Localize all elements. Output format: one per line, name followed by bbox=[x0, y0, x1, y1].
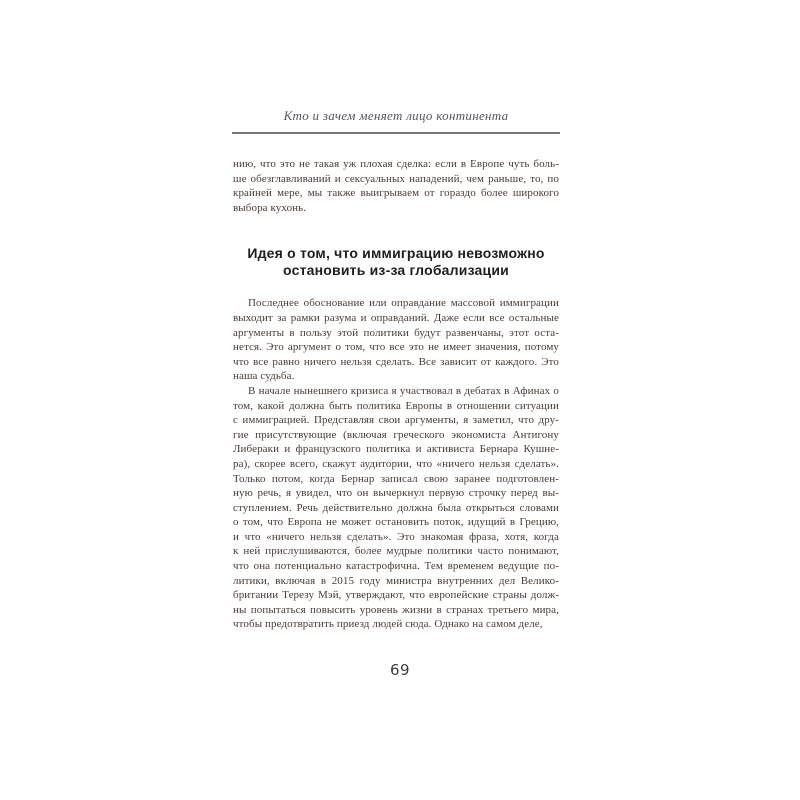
text-line: ра), скорее всего, скажут аудитории, что «ничего нельзя сделать». bbox=[233, 457, 559, 470]
paragraph-continuation bbox=[233, 157, 559, 215]
text-line: нется. Это аргумент о том, что все это не имеет значения, потому bbox=[233, 341, 559, 354]
running-head: Кто и зачем меняет лицо континента bbox=[283, 108, 509, 123]
text-line: чтобы предотвратить приезд людей сюда. Однако на самом деле, bbox=[233, 618, 543, 631]
text-line: В начале нынешнего кризиса я участвовал в дебатах в Афинах о bbox=[248, 384, 559, 397]
text-line: аргументы в пользу этой политики будут развенчаны, этот оста- bbox=[233, 326, 559, 339]
text-line: ступлением. Речь действительно должна была открыться словами bbox=[233, 501, 559, 514]
text-line: и что «ничего нельзя сделать». Это знакомая фраза, хотя, когда bbox=[233, 530, 559, 543]
text-line: что она потенциально катастрофична. Тем временем ведущие по- bbox=[233, 560, 559, 573]
section-heading-line: Идея о том, что иммиграцию невозможно bbox=[247, 245, 545, 262]
text-line: литики, включая в 2015 году министра внутренних дел Велико- bbox=[233, 574, 559, 587]
text-line: Либераки и французского политика и активиста Бернара Кушне- bbox=[233, 443, 559, 456]
text-line: нию, что это не такая уж плохая сделка: если в Европе чуть боль- bbox=[233, 158, 559, 170]
text-line: выходит за рамки разума и оправданий. Даже если все остальные bbox=[233, 311, 559, 324]
paragraph bbox=[233, 384, 559, 632]
paragraph bbox=[233, 296, 559, 384]
text-line: о том, что Европа не может остановить поток, идущий в Грецию, bbox=[233, 516, 559, 529]
text-line: крайней мере, мы также выигрываем от гораздо более широкого bbox=[233, 187, 559, 200]
text-line: ную речь, я увидел, что он вычеркнул первую строчку перед вы- bbox=[233, 487, 559, 500]
page-number: 69 bbox=[389, 661, 411, 679]
header-rule bbox=[232, 132, 560, 134]
page-body bbox=[233, 157, 559, 632]
text-line: наша судьба. bbox=[233, 370, 295, 383]
text-line: гие присутствующие (включая греческого экономиста Антигону bbox=[233, 428, 559, 441]
section-heading-line: остановить из-за глобализации bbox=[283, 262, 509, 279]
section-heading bbox=[233, 245, 559, 279]
text-line: ше обезглавливаний и сексуальных нападений, чем раньше, то, по bbox=[233, 172, 559, 185]
text-line: том, какой должна быть политика Европы в отношении ситуации bbox=[233, 399, 559, 412]
text-line: Последнее обоснование или оправдание массовой иммиграции bbox=[248, 297, 559, 310]
text-line: Только потом, когда Бернар записал свою заранее подготовлен- bbox=[233, 472, 559, 485]
text-line: с иммиграцией. Представляя свои аргументы, я заметил, что дру- bbox=[233, 414, 559, 427]
text-line: ны попытаться повысить уровень жизни в странах третьего мира, bbox=[233, 603, 559, 616]
text-line: к ней прислушиваются, более мудрые политики часто понимают, bbox=[233, 545, 559, 558]
text-line: британии Терезу Мэй, утверждают, что европейские страны долж- bbox=[233, 589, 559, 602]
text-line: выбора кухонь. bbox=[233, 201, 307, 214]
text-line: что все равно ничего нельзя сделать. Все зависит от каждого. Это bbox=[233, 355, 559, 368]
